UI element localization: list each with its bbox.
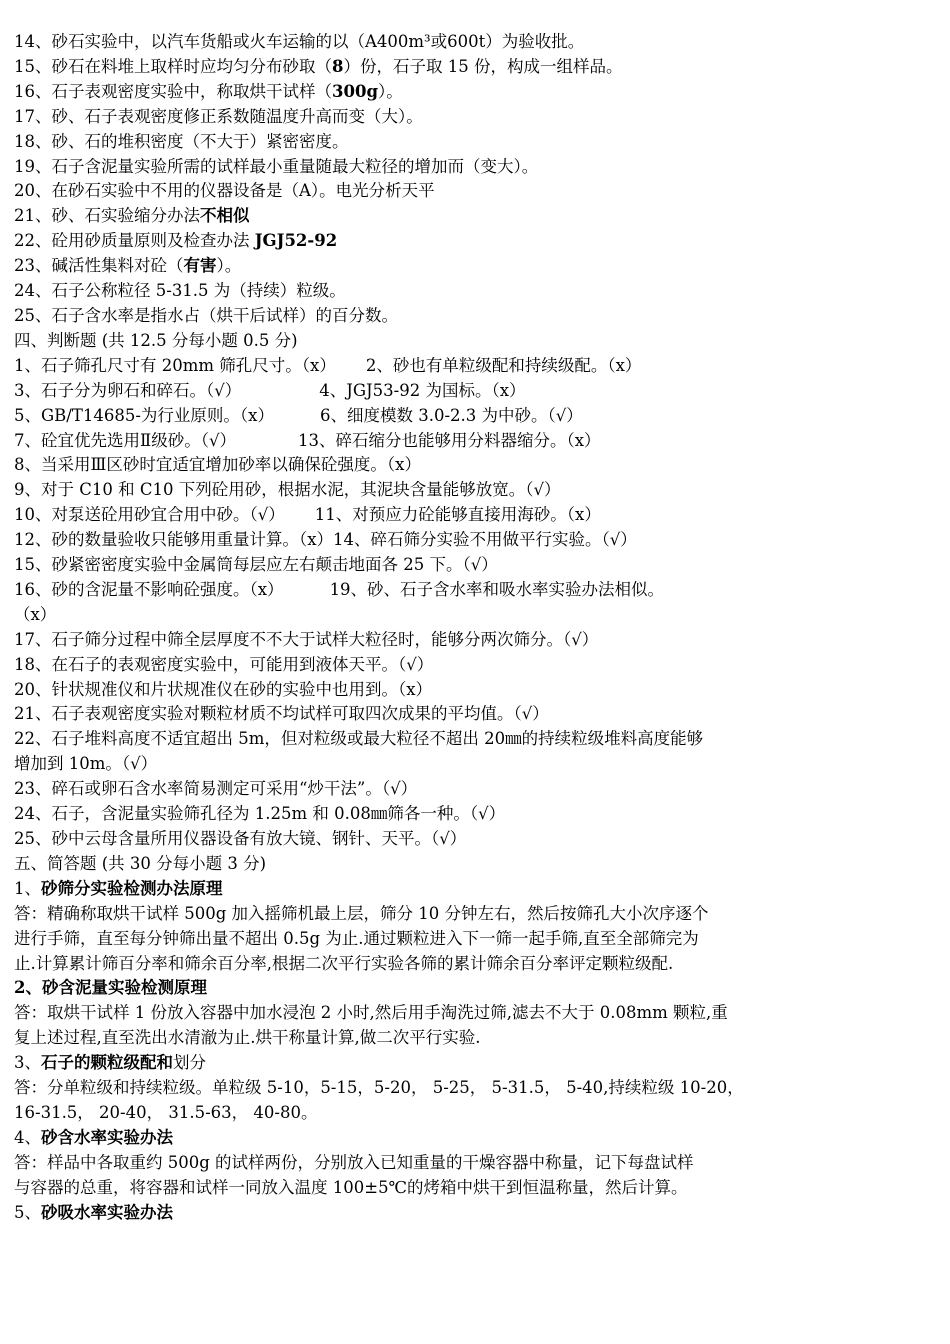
text-segment: 8、当采用Ⅲ区砂时宜适宜增加砂率以确保砼强度。（ⅹ） [14,455,421,475]
text-line [14,603,814,628]
text-line [14,379,814,404]
text-line [14,852,814,877]
text-line [14,628,814,653]
text-segment: 21、石子表观密度实验对颗粒材质不均试样可取四次成果的平均值。（√） [14,704,549,724]
text-segment: 15、砂石在料堆上取样时应均匀分布砂取（ [14,56,332,76]
text-line [14,478,814,503]
text-line [14,827,814,852]
text-line [14,204,814,229]
text-line [14,927,814,952]
bold-text: JGJ52-92 [254,231,338,251]
text-segment: 6、细度模数 3.0-2.3 为中砂。（√） [320,405,583,425]
bold-text: 砂吸水率实验办法 [41,1202,173,1222]
text-segment: 止.计算累计筛百分率和筛余百分率,根据二次平行实验各筛的累计筛余百分率评定颗粒级配. [14,953,674,973]
text-line [14,30,814,55]
text-line [14,1026,814,1051]
text-line [14,229,814,254]
text-line [14,528,814,553]
bold-text: 砂含水率实验办法 [41,1127,173,1147]
text-line [14,802,814,827]
text-segment: 16、砂的含泥量不影响砼强度。（ⅹ） [14,579,284,599]
text-line [14,329,814,354]
text-segment: 答：精确称取烘干试样 500g 加入摇筛机最上层，筛分 10 分钟左右，然后按筛孔大小次序逐个 [14,903,709,923]
text-segment: 10、对泵送砼用砂宜合用中砂。（√） [14,505,285,525]
text-segment: 16-31.5， 20-40， 31.5-63， 40-80。 [14,1102,318,1122]
text-line [14,1151,814,1176]
text-line [14,503,814,528]
text-segment: 23、碎石或卵石含水率简易测定可采用“炒干法”。（√） [14,779,418,799]
text-segment: 5、GB/T14685-为行业原则。（ⅹ） [14,405,274,425]
text-segment: 21、砂、石实验缩分办法 [14,206,200,226]
text-segment: 18、在石子的表观密度实验中，可能用到液体天平。（√） [14,654,434,674]
bold-text: 石子的颗粒级配和 [41,1053,173,1073]
text-line [14,304,814,329]
text-segment: 与容器的总重，将容器和试样一同放入温度 100±5℃的烤箱中烘干到恒温称量，然后计算。 [14,1177,688,1197]
text-segment: 11、对预应力砼能够直接用海砂。（ⅹ） [314,505,601,525]
text-segment: 16、石子表观密度实验中，称取烘干试样（ [14,81,332,101]
text-segment: 12、砂的数量验收只能够用重量计算。（ⅹ）14、碎石筛分实验不用做平行实验。（√） [14,530,637,550]
text-segment: 进行手筛，直至每分钟筛出量不超出 0.5g 为止.通过颗粒进入下一筛一起手筛,直至全部筛完为 [14,928,699,948]
text-segment: 24、石子，含泥量实验筛孔径为 1.25m 和 0.08㎜筛各一种。（√） [14,804,506,824]
text-segment: 22、砼用砂质量原则及检查办法 [14,231,255,251]
text-segment: 25、砂中云母含量所用仪器设备有放大镜、钢针、天平。（√） [14,829,467,848]
text-segment: 20、在砂石实验中不用的仪器设备是（A）。电光分析天平 [14,181,435,201]
text-line [14,80,814,105]
text-line [14,1001,814,1026]
text-line [14,702,814,727]
text-segment: 答：取烘干试样 1 份放入容器中加水浸泡 2 小时,然后用手淘洗过筛,滤去不大于 0.08mm 颗粒,重 [14,1003,728,1023]
text-segment: 22、石子堆料高度不适宜超出 5m，但对粒级或最大粒径不超出 20㎜的持续粒级堆料高度能够 [14,729,704,749]
text-line [14,877,814,902]
text-line [14,727,814,752]
text-segment: 3、 [14,1053,41,1073]
text-segment: 9、对于 C10 和 C10 下列砼用砂，根据水泥，其泥块含量能够放宽。（√） [14,480,561,500]
text-segment: 25、石子含水率是指水占（烘干后试样）的百分数。 [14,305,398,325]
text-segment: 19、砂、石子含水率和吸水率实验办法相似。 [329,579,665,599]
text-segment: 4、JGJ53-92 为国标。（ⅹ） [319,380,526,400]
text-line [14,653,814,678]
text-segment: 答：样品中各取重约 500g 的试样两份，分别放入已知重量的干燥容器中称量，记下每盘试样 [14,1152,694,1172]
bold-text: 砂筛分实验检测办法原理 [41,878,223,898]
text-line [14,1051,814,1076]
bold-text: 有害 [183,256,217,276]
text-line [14,155,814,180]
text-line [14,453,814,478]
text-line [14,777,814,802]
text-segment: 5、 [14,1202,41,1222]
text-segment: 20、针状规准仪和片状规准仪在砂的实验中也用到。（ⅹ） [14,679,433,699]
text-segment: 1、石子筛孔尺寸有 20mm 筛孔尺寸。（ⅹ） [14,355,336,375]
text-line [14,1101,814,1126]
text-line [14,354,814,379]
text-line [14,553,814,578]
text-line [14,254,814,279]
text-segment: 1、 [14,878,41,898]
text-segment: 24、石子公称粒径 5-31.5 为（持续）粒级。 [14,281,346,301]
text-line [14,1176,814,1201]
text-line [14,678,814,703]
text-segment: 17、砂、石子表观密度修正系数随温度升高而变（大）。 [14,106,423,126]
text-segment: 7、砼宜优先选用Ⅱ级砂。（√） [14,430,236,450]
text-segment: ）。 [377,81,403,101]
text-line [14,1126,814,1151]
text-line [14,105,814,130]
text-line [14,578,814,603]
text-segment: ）份，石子取 15 份，构成一组样品。 [343,56,623,76]
text-segment: 18、砂、石的堆积密度（不大于）紧密密度。 [14,131,349,151]
text-line [14,279,814,304]
text-segment: 13、碎石缩分也能够用分料器缩分。（ⅹ） [297,430,601,450]
text-segment: 答：分单粒级和持续粒级。单粒级 5-10，5-15，5-20， 5-25， 5-31.5， 5-40,持续粒级 10-20， [14,1078,744,1098]
text-line [14,130,814,155]
text-segment: 17、石子筛分过程中筛全层厚度不不大于试样大粒径时，能够分两次筛分。（√） [14,629,599,649]
text-segment: 14、砂石实验中，以汽车货船或火车运输的以（A400m³或600t）为验收批。 [14,32,585,51]
text-segment: 四、判断题 (共 12.5 分每小题 0.5 分) [14,330,298,350]
document-body [14,30,814,1226]
text-segment: 19、石子含泥量实验所需的试样最小重量随最大粒径的增加而（变大）。 [14,156,539,176]
text-segment: 4、 [14,1127,41,1147]
text-line [14,429,814,454]
text-line [14,952,814,977]
text-line [14,1201,814,1226]
bold-text: 不相似 [200,206,250,226]
text-line [14,976,814,1001]
text-segment: 划分 [173,1053,206,1073]
text-segment: 五、简答题 (共 30 分每小题 3 分) [14,853,267,873]
text-line [14,902,814,927]
text-segment: 复上述过程,直至洗出水清澈为止.烘干称量计算,做二次平行实验. [14,1028,481,1048]
text-line [14,1076,814,1101]
text-line [14,404,814,429]
bold-text: 300g [332,81,378,101]
text-line [14,752,814,777]
bold-text: 2、砂含泥量实验检测原理 [14,978,207,998]
text-segment: 3、石子分为卵石和碎石。（√） [14,380,242,400]
text-segment: 2、砂也有单粒级配和持续级配。（ⅹ） [365,355,642,375]
text-line [14,55,814,80]
text-segment: 15、砂紧密密度实验中金属筒每层应左右颠击地面各 25 下。（√） [14,555,498,575]
text-segment: （ⅹ） [14,604,57,624]
bold-text: 8 [332,56,344,76]
text-segment: ）。 [216,256,242,276]
text-line [14,179,814,204]
text-segment: 增加到 10m。（√） [14,754,158,774]
text-segment: 23、碱活性集料对砼（ [14,256,184,276]
